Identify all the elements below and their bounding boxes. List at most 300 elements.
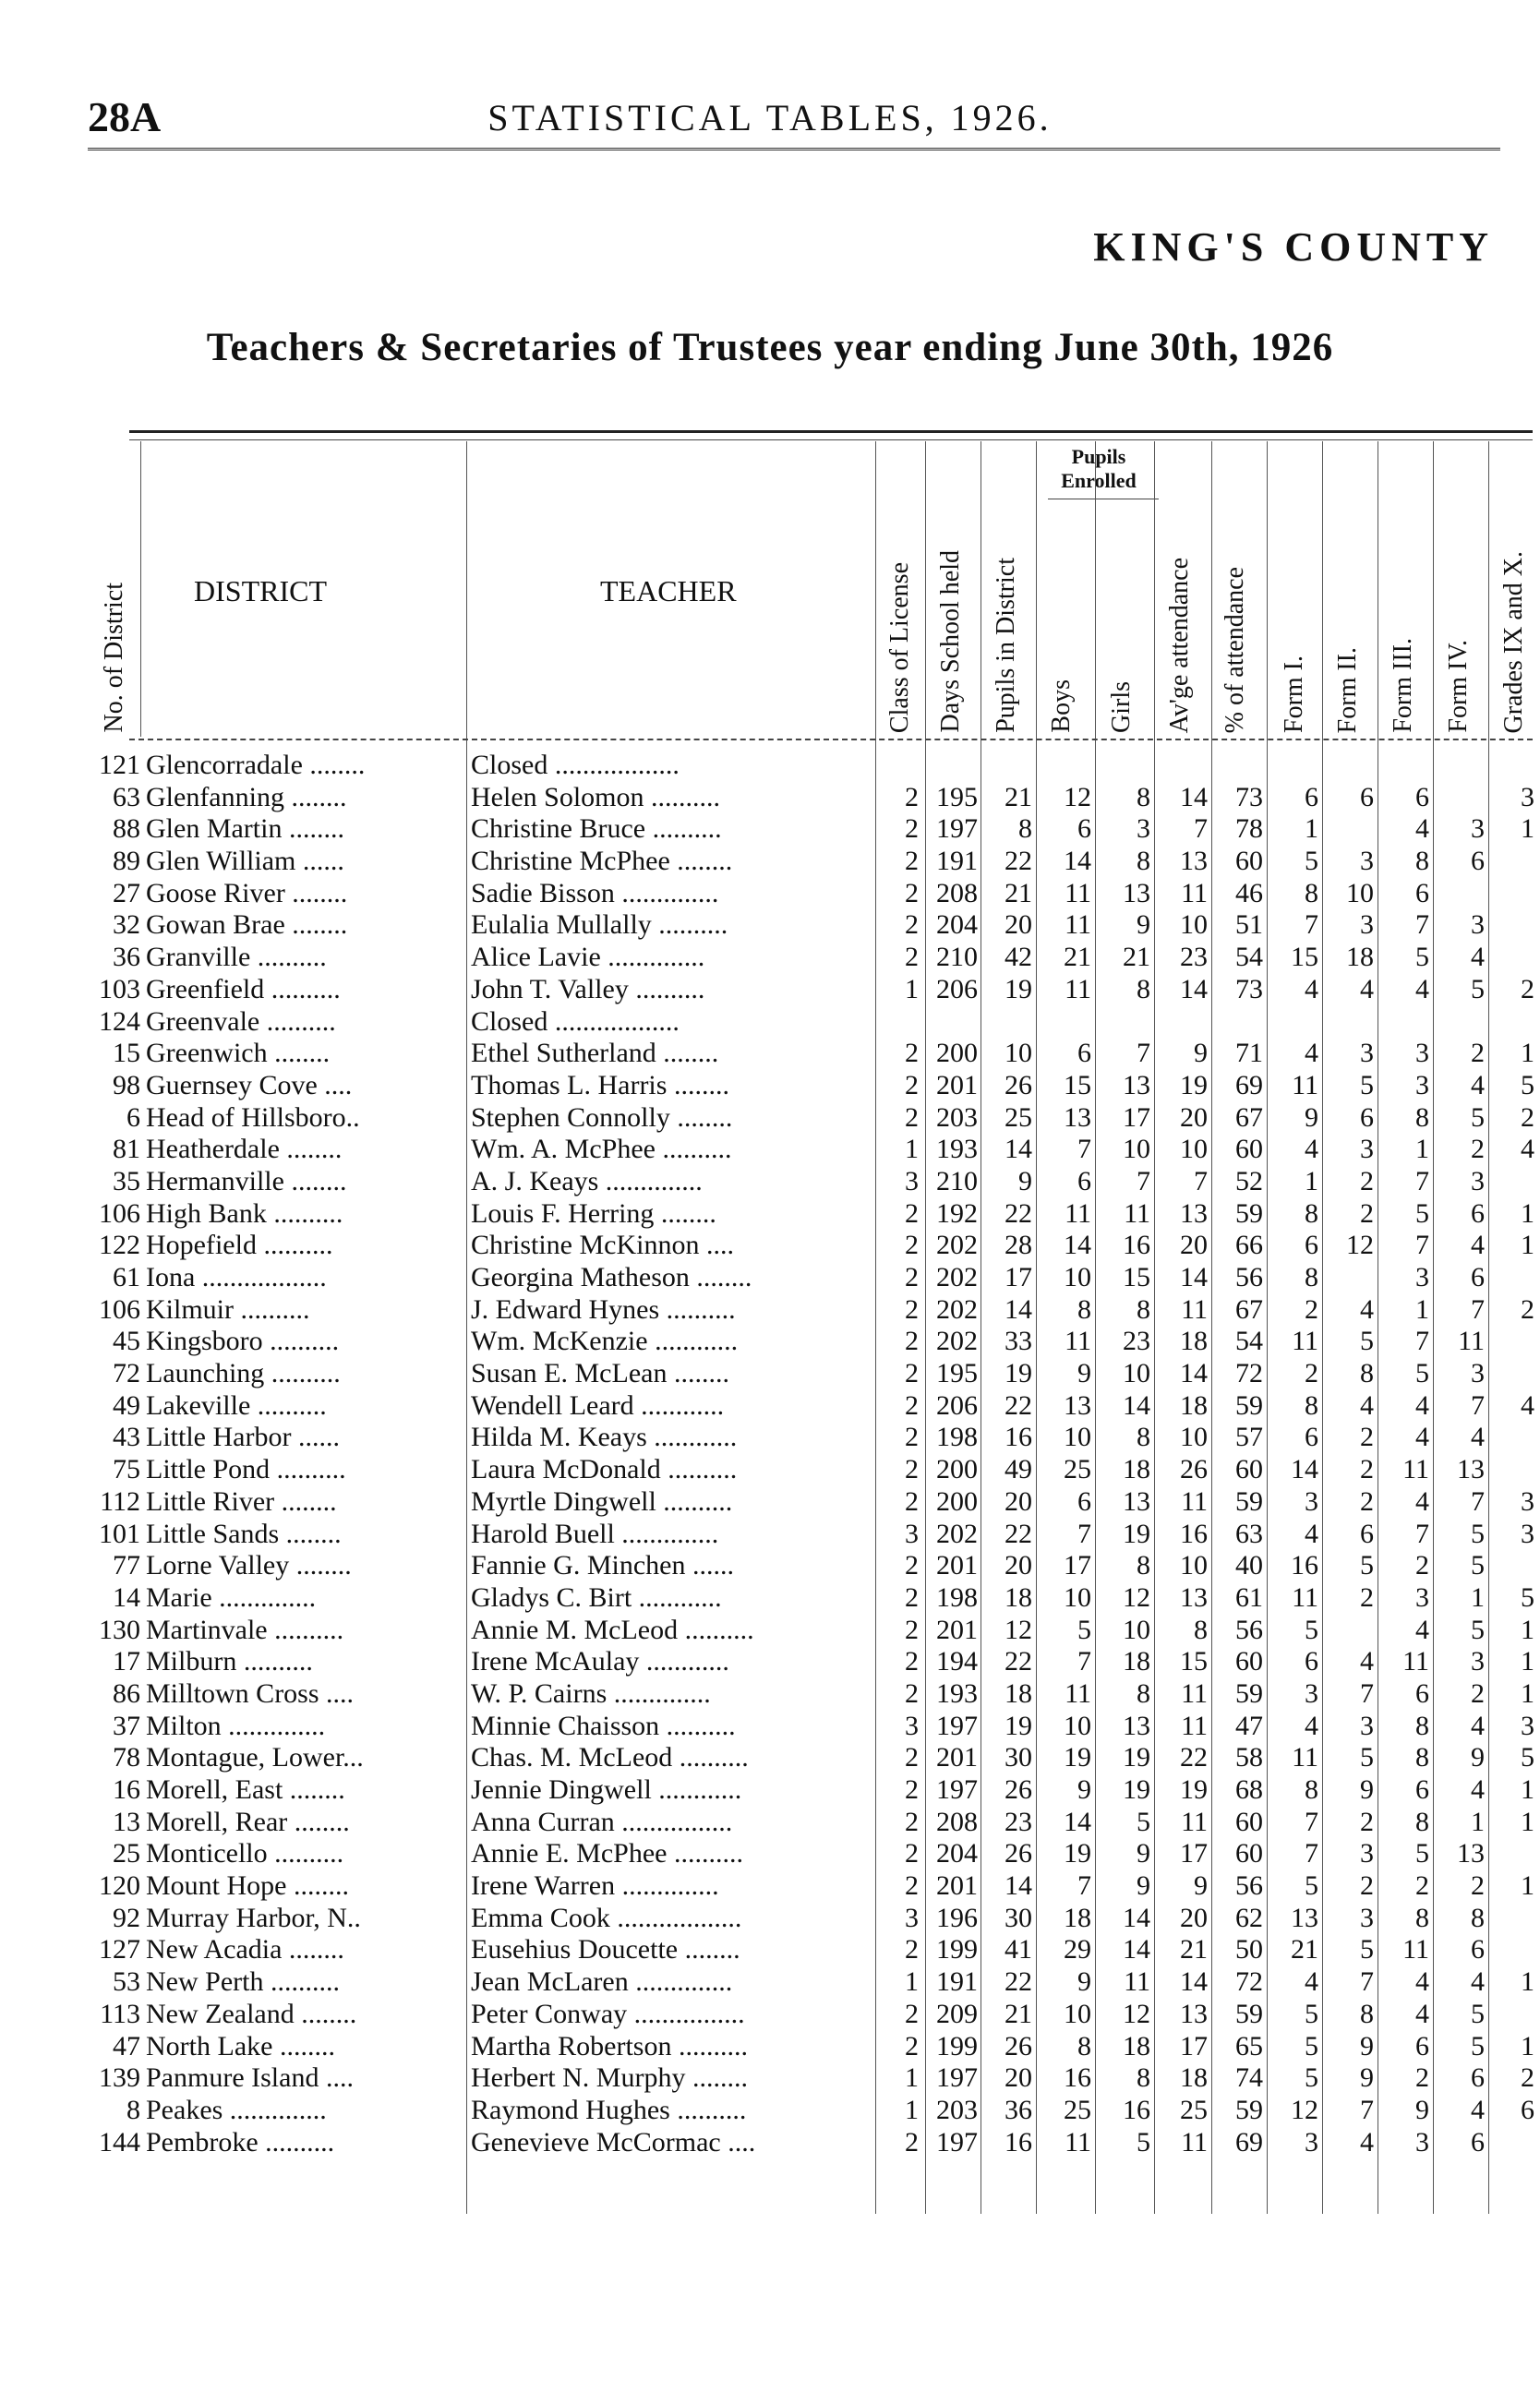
cell-boys: 6 — [1077, 1165, 1091, 1196]
cell-f2: 2 — [1360, 1454, 1374, 1485]
cell-pct: 60 — [1235, 1134, 1263, 1165]
cell-boys: 6 — [1077, 1485, 1091, 1517]
cell-no: 49 — [113, 1389, 140, 1421]
cell-girls: 18 — [1123, 2030, 1150, 2061]
cell-days: 209 — [936, 1998, 978, 2029]
cell-f1: 4 — [1305, 1710, 1318, 1741]
cell-boys: 10 — [1064, 1581, 1091, 1613]
cell-f3: 2 — [1415, 1550, 1429, 1581]
cell-boys: 16 — [1064, 2062, 1091, 2094]
cell-days: 191 — [936, 846, 978, 877]
cell-avg: 14 — [1180, 1358, 1208, 1389]
cell-district: Milburn .......... — [146, 1646, 313, 1677]
table-row — [0, 1999, 1540, 2031]
cell-days: 193 — [936, 1677, 978, 1709]
table-row — [0, 1134, 1540, 1166]
cell-pupils: 30 — [1005, 1902, 1032, 1933]
cell-no: 92 — [113, 1902, 140, 1933]
cell-f1: 21 — [1291, 1934, 1318, 1965]
table-row — [0, 1230, 1540, 1262]
cell-boys: 11 — [1065, 1197, 1091, 1229]
cell-cls: 2 — [905, 1998, 919, 2029]
table-top-rule-thin — [129, 439, 1533, 440]
cell-pupils: 22 — [1005, 1518, 1032, 1549]
cell-pupils: 8 — [1018, 813, 1032, 845]
cell-pupils: 19 — [1005, 973, 1032, 1004]
cell-teacher: Myrtle Dingwell .......... — [471, 1485, 733, 1517]
cell-f2: 18 — [1346, 942, 1374, 973]
cell-pupils: 19 — [1005, 1358, 1032, 1389]
cell-no: 17 — [113, 1646, 140, 1677]
cell-f3: 3 — [1415, 1581, 1429, 1613]
cell-f2: 4 — [1360, 1293, 1374, 1325]
cell-pupils: 22 — [1005, 1389, 1032, 1421]
cell-pupils: 22 — [1005, 1197, 1032, 1229]
cell-f1: 14 — [1291, 1454, 1318, 1485]
column-header-days: Days School held — [936, 550, 965, 733]
cell-district: Little Sands ........ — [146, 1518, 342, 1549]
cell-f1: 12 — [1291, 2094, 1318, 2125]
cell-cls: 2 — [905, 813, 919, 845]
column-header-pupils-enrolled: Pupils Enrolled — [1061, 445, 1137, 492]
cell-f1: 5 — [1305, 1870, 1318, 1902]
cell-no: 32 — [113, 909, 140, 941]
cell-district: Pembroke .......... — [146, 2126, 335, 2158]
cell-f3: 1 — [1415, 1293, 1429, 1325]
cell-teacher: Martha Robertson .......... — [471, 2030, 748, 2061]
cell-cls: 1 — [905, 2094, 919, 2125]
cell-f2: 5 — [1360, 1550, 1374, 1581]
cell-avg: 19 — [1180, 1774, 1208, 1805]
cell-pupils: 21 — [1005, 1998, 1032, 2029]
cell-f3: 6 — [1415, 781, 1429, 812]
cell-pct: 56 — [1235, 1262, 1263, 1292]
cell-boys: 9 — [1077, 1774, 1091, 1805]
cell-days: 195 — [936, 1358, 978, 1389]
table-row — [0, 1006, 1540, 1039]
cell-cls: 2 — [905, 1454, 919, 1485]
cell-pupils: 26 — [1005, 2030, 1032, 2061]
cell-cls: 2 — [905, 1485, 919, 1517]
cell-district: New Zealand ........ — [146, 1998, 357, 2029]
cell-girls: 11 — [1124, 1197, 1150, 1229]
cell-girls: 15 — [1123, 1262, 1150, 1292]
cell-f2: 2 — [1360, 1165, 1374, 1196]
cell-district: Murray Harbor, N.. — [146, 1902, 361, 1933]
cell-district: North Lake ........ — [146, 2030, 335, 2061]
cell-girls: 8 — [1137, 781, 1150, 812]
cell-days: 204 — [936, 909, 978, 941]
cell-no: 47 — [113, 2030, 140, 2061]
cell-f2: 2 — [1360, 1485, 1374, 1517]
cell-district: Marie .............. — [146, 1581, 317, 1613]
cell-girls: 13 — [1123, 1710, 1150, 1741]
running-title: STATISTICAL TABLES, 1926. — [487, 97, 1053, 138]
cell-avg: 25 — [1180, 2094, 1208, 2125]
cell-days: 196 — [936, 1902, 978, 1933]
table-row — [0, 750, 1540, 782]
cell-pct: 74 — [1235, 2062, 1263, 2094]
cell-pct: 60 — [1235, 1806, 1263, 1837]
table-row — [0, 1102, 1540, 1135]
cell-district: Hopefield .......... — [146, 1230, 333, 1261]
cell-f4: 2 — [1471, 1677, 1485, 1709]
cell-teacher: Herbert N. Murphy ........ — [471, 2062, 748, 2094]
cell-girls: 19 — [1123, 1742, 1150, 1773]
cell-pct: 56 — [1235, 1870, 1263, 1902]
cell-f1: 8 — [1305, 877, 1318, 908]
cell-pupils: 10 — [1005, 1038, 1032, 1069]
cell-district: Martinvale .......... — [146, 1614, 344, 1645]
table-row — [0, 2095, 1540, 2127]
cell-pct: 56 — [1235, 1614, 1263, 1645]
cell-pct: 66 — [1235, 1230, 1263, 1261]
column-header-no: No. of District — [100, 583, 128, 733]
cell-days: 202 — [936, 1326, 978, 1357]
cell-g: 1 — [1521, 1230, 1534, 1261]
cell-avg: 17 — [1180, 2030, 1208, 2061]
cell-days: 201 — [936, 1069, 978, 1100]
table-row — [0, 1582, 1540, 1615]
cell-f3: 2 — [1415, 2062, 1429, 2094]
cell-f3: 4 — [1415, 1614, 1429, 1645]
cell-f4: 13 — [1457, 1838, 1485, 1869]
cell-teacher: Susan E. McLean ........ — [471, 1358, 729, 1389]
cell-no: 27 — [113, 877, 140, 908]
cell-f4: 4 — [1471, 1966, 1485, 1998]
cell-f2: 5 — [1360, 1326, 1374, 1357]
cell-avg: 18 — [1180, 2062, 1208, 2094]
cell-girls: 9 — [1137, 1838, 1150, 1869]
cell-boys: 14 — [1064, 846, 1091, 877]
cell-days: 202 — [936, 1518, 978, 1549]
cell-f2: 9 — [1360, 2062, 1374, 2094]
cell-f2: 7 — [1360, 1677, 1374, 1709]
cell-avg: 11 — [1181, 1806, 1208, 1837]
cell-pupils: 22 — [1005, 1966, 1032, 1998]
column-header-boys: Boys — [1047, 679, 1076, 733]
cell-girls: 16 — [1123, 2094, 1150, 2125]
cell-f1: 1 — [1305, 813, 1318, 845]
cell-pupils: 28 — [1005, 1230, 1032, 1261]
cell-no: 103 — [99, 973, 140, 1004]
cell-district: New Acadia ........ — [146, 1934, 344, 1965]
cell-f4: 7 — [1471, 1293, 1485, 1325]
cell-f3: 1 — [1415, 1134, 1429, 1165]
cell-f2: 7 — [1360, 2094, 1374, 2125]
cell-f2: 9 — [1360, 2030, 1374, 2061]
cell-f1: 11 — [1292, 1581, 1318, 1613]
cell-pupils: 36 — [1005, 2094, 1032, 2125]
cell-no: 53 — [113, 1966, 140, 1998]
cell-f3: 6 — [1415, 1774, 1429, 1805]
cell-avg: 10 — [1180, 1550, 1208, 1581]
cell-avg: 11 — [1181, 1293, 1208, 1325]
cell-pupils: 14 — [1005, 1293, 1032, 1325]
cell-days: 200 — [936, 1038, 978, 1069]
cell-no: 121 — [99, 750, 140, 780]
cell-pct: 40 — [1235, 1550, 1263, 1581]
cell-district: Peakes .............. — [146, 2094, 327, 2125]
cell-f1: 6 — [1305, 1422, 1318, 1453]
cell-boys: 25 — [1064, 1454, 1091, 1485]
table-row — [0, 1390, 1540, 1423]
cell-district: Gowan Brae ........ — [146, 909, 348, 941]
cell-district: Morell, East ........ — [146, 1774, 345, 1805]
cell-pct: 67 — [1235, 1101, 1263, 1133]
cell-cls: 2 — [905, 1326, 919, 1357]
cell-f2: 9 — [1360, 1774, 1374, 1805]
cell-district: Greenvale .......... — [146, 1005, 336, 1037]
cell-teacher: Stephen Connolly ........ — [471, 1101, 733, 1133]
cell-boys: 11 — [1065, 1326, 1091, 1357]
cell-pct: 73 — [1235, 973, 1263, 1004]
header-bottom-rule — [129, 739, 1533, 740]
cell-boys: 14 — [1064, 1230, 1091, 1261]
cell-days: 193 — [936, 1134, 978, 1165]
cell-f1: 8 — [1305, 1262, 1318, 1292]
cell-f1: 8 — [1305, 1197, 1318, 1229]
cell-boys: 18 — [1064, 1902, 1091, 1933]
cell-teacher: Louis F. Herring ........ — [471, 1197, 716, 1229]
cell-g: 1 — [1521, 813, 1534, 845]
cell-f2: 2 — [1360, 1422, 1374, 1453]
cell-district: Goose River ........ — [146, 877, 348, 908]
cell-no: 45 — [113, 1326, 140, 1357]
cell-f1: 11 — [1292, 1742, 1318, 1773]
cell-f4: 6 — [1471, 2126, 1485, 2158]
cell-f4: 4 — [1471, 1774, 1485, 1805]
cell-days: 202 — [936, 1262, 978, 1292]
cell-g: 1 — [1521, 1646, 1534, 1677]
cell-girls: 8 — [1137, 1677, 1150, 1709]
cell-avg: 19 — [1180, 1069, 1208, 1100]
cell-days: 208 — [936, 1806, 978, 1837]
cell-days: 198 — [936, 1581, 978, 1613]
cell-pct: 59 — [1235, 1677, 1263, 1709]
cell-teacher: Chas. M. McLeod .......... — [471, 1742, 749, 1773]
cell-f1: 5 — [1305, 846, 1318, 877]
cell-days: 195 — [936, 781, 978, 812]
cell-pupils: 19 — [1005, 1710, 1032, 1741]
cell-days: 201 — [936, 1550, 978, 1581]
cell-pct: 68 — [1235, 1774, 1263, 1805]
table-row — [0, 1326, 1540, 1358]
cell-avg: 11 — [1181, 1677, 1208, 1709]
cell-f1: 15 — [1291, 942, 1318, 973]
cell-avg: 15 — [1180, 1646, 1208, 1677]
cell-cls: 2 — [905, 1614, 919, 1645]
cell-girls: 17 — [1123, 1101, 1150, 1133]
cell-no: 78 — [113, 1742, 140, 1773]
cell-f4: 5 — [1471, 973, 1485, 1004]
cell-f1: 3 — [1305, 2126, 1318, 2158]
table-row — [0, 1774, 1540, 1807]
cell-f4: 3 — [1471, 1358, 1485, 1389]
cell-days: 197 — [936, 813, 978, 845]
cell-district: Little Harbor ...... — [146, 1422, 340, 1453]
cell-cls: 2 — [905, 1677, 919, 1709]
cell-f3: 4 — [1415, 1485, 1429, 1517]
cell-pupils: 21 — [1005, 877, 1032, 908]
cell-district: Lakeville .......... — [146, 1389, 327, 1421]
cell-days: 204 — [936, 1838, 978, 1869]
cell-no: 106 — [99, 1197, 140, 1229]
cell-no: 35 — [113, 1165, 140, 1196]
cell-days: 197 — [936, 2062, 978, 2094]
cell-pupils: 14 — [1005, 1870, 1032, 1902]
table-row — [0, 1903, 1540, 1935]
cell-cls: 2 — [905, 1422, 919, 1453]
cell-f4: 7 — [1471, 1485, 1485, 1517]
cell-f1: 5 — [1305, 2062, 1318, 2094]
cell-pct: 62 — [1235, 1902, 1263, 1933]
cell-teacher: Wm. A. McPhee .......... — [471, 1134, 732, 1165]
cell-district: Head of Hillsboro.. — [146, 1101, 360, 1133]
cell-f1: 4 — [1305, 1038, 1318, 1069]
cell-cls: 2 — [905, 1262, 919, 1292]
column-header-form1: Form I. — [1280, 655, 1308, 733]
cell-f2: 5 — [1360, 1934, 1374, 1965]
cell-girls: 12 — [1123, 1998, 1150, 2029]
cell-cls: 2 — [905, 1069, 919, 1100]
cell-avg: 16 — [1180, 1518, 1208, 1549]
table-row — [0, 1038, 1540, 1070]
cell-boys: 7 — [1077, 1518, 1091, 1549]
table-row — [0, 909, 1540, 942]
cell-f2: 12 — [1346, 1230, 1374, 1261]
cell-pupils: 49 — [1005, 1454, 1032, 1485]
cell-g: 2 — [1521, 2062, 1534, 2094]
cell-g: 2 — [1521, 1293, 1534, 1325]
cell-cls: 2 — [905, 1358, 919, 1389]
column-header-form3: Form III. — [1389, 638, 1417, 733]
cell-teacher: Minnie Chaisson .......... — [471, 1710, 736, 1741]
table-row — [0, 942, 1540, 974]
cell-g: 2 — [1521, 1101, 1534, 1133]
cell-no: 130 — [99, 1614, 140, 1645]
cell-f3: 3 — [1415, 1038, 1429, 1069]
cell-f4: 6 — [1471, 1934, 1485, 1965]
cell-girls: 8 — [1137, 846, 1150, 877]
cell-f1: 11 — [1292, 1326, 1318, 1357]
cell-pupils: 26 — [1005, 1774, 1032, 1805]
cell-pupils: 33 — [1005, 1326, 1032, 1357]
column-header-teacher: TEACHER — [600, 574, 737, 607]
cell-f3: 11 — [1402, 1934, 1429, 1965]
cell-f3: 2 — [1415, 1870, 1429, 1902]
cell-teacher: Alice Lavie .............. — [471, 942, 705, 973]
cell-f3: 3 — [1415, 1069, 1429, 1100]
cell-teacher: Hilda M. Keays ............ — [471, 1422, 738, 1453]
cell-f1: 2 — [1305, 1293, 1318, 1325]
cell-pct: 71 — [1235, 1038, 1263, 1069]
cell-pct: 59 — [1235, 2094, 1263, 2125]
cell-pupils: 20 — [1005, 2062, 1032, 2094]
cell-cls: 2 — [905, 1774, 919, 1805]
cell-girls: 3 — [1137, 813, 1150, 845]
cell-boys: 9 — [1077, 1358, 1091, 1389]
table-row — [0, 1646, 1540, 1678]
cell-pct: 67 — [1235, 1293, 1263, 1325]
cell-district: Greenwich ........ — [146, 1038, 331, 1069]
cell-no: 72 — [113, 1358, 140, 1389]
cell-girls: 9 — [1137, 1870, 1150, 1902]
cell-pct: 60 — [1235, 1646, 1263, 1677]
cell-avg: 10 — [1180, 1422, 1208, 1453]
cell-g: 4 — [1521, 1389, 1534, 1421]
cell-g: 6 — [1521, 2094, 1534, 2125]
cell-days: 197 — [936, 1710, 978, 1741]
cell-cls: 2 — [905, 1934, 919, 1965]
table-row — [0, 1615, 1540, 1647]
cell-no: 122 — [99, 1230, 140, 1261]
cell-teacher: Annie M. McLeod .......... — [471, 1614, 754, 1645]
cell-g: 2 — [1521, 973, 1534, 1004]
cell-cls: 2 — [905, 2126, 919, 2158]
cell-district: Glenfanning ........ — [146, 781, 347, 812]
cell-teacher: Irene Warren .............. — [471, 1870, 719, 1902]
cell-district: Panmure Island .... — [146, 2062, 354, 2094]
cell-no: 37 — [113, 1710, 140, 1741]
table-row — [0, 1870, 1540, 1903]
cell-boys: 11 — [1065, 973, 1091, 1004]
cell-g: 1 — [1521, 1966, 1534, 1998]
column-header-form4: Form IV. — [1444, 640, 1473, 733]
cell-f3: 6 — [1415, 1677, 1429, 1709]
cell-cls: 2 — [905, 1870, 919, 1902]
cell-boys: 21 — [1064, 942, 1091, 973]
cell-pct: 59 — [1235, 1998, 1263, 2029]
cell-girls: 10 — [1123, 1358, 1150, 1389]
cell-district: Glen Martin ........ — [146, 813, 344, 845]
cell-f3: 4 — [1415, 813, 1429, 845]
cell-no: 144 — [99, 2126, 140, 2158]
cell-teacher: Closed .................. — [471, 1005, 680, 1037]
cell-teacher: Irene McAulay ............ — [471, 1646, 729, 1677]
cell-cls: 2 — [905, 1838, 919, 1869]
cell-cls: 1 — [905, 973, 919, 1004]
cell-g: 3 — [1521, 1710, 1534, 1741]
cell-g: 5 — [1521, 1581, 1534, 1613]
cell-days: 200 — [936, 1485, 978, 1517]
cell-f2: 4 — [1360, 2126, 1374, 2158]
cell-district: Morell, Rear ........ — [146, 1806, 350, 1837]
cell-pupils: 30 — [1005, 1742, 1032, 1773]
table-body — [0, 750, 1540, 2158]
cell-f3: 11 — [1402, 1646, 1429, 1677]
table-row — [0, 1422, 1540, 1454]
cell-no: 63 — [113, 781, 140, 812]
cell-cls: 3 — [905, 1902, 919, 1933]
cell-g: 3 — [1521, 1485, 1534, 1517]
cell-boys: 7 — [1077, 1870, 1091, 1902]
cell-f1: 5 — [1305, 1614, 1318, 1645]
cell-avg: 14 — [1180, 1262, 1208, 1292]
cell-boys: 11 — [1065, 2126, 1091, 2158]
cell-f4: 1 — [1471, 1806, 1485, 1837]
cell-district: Milton .............. — [146, 1710, 326, 1741]
cell-district: Greenfield .......... — [146, 973, 341, 1004]
cell-days: 203 — [936, 2094, 978, 2125]
cell-cls: 2 — [905, 2030, 919, 2061]
cell-f4: 13 — [1457, 1454, 1485, 1485]
cell-avg: 7 — [1194, 1165, 1208, 1196]
cell-no: 139 — [99, 2062, 140, 2094]
cell-f2: 5 — [1360, 1742, 1374, 1773]
cell-f3: 8 — [1415, 846, 1429, 877]
cell-f1: 4 — [1305, 1518, 1318, 1549]
